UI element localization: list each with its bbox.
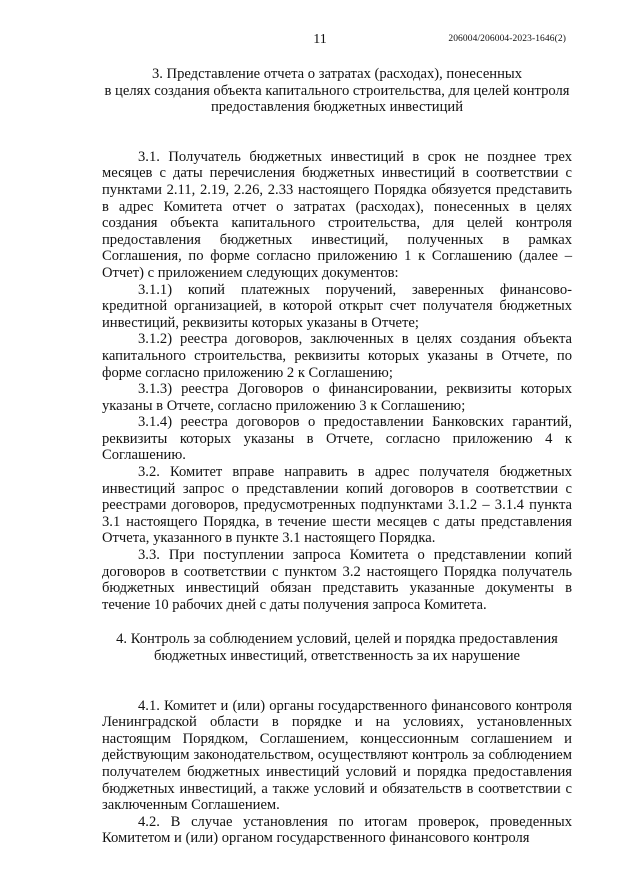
section-3-heading-line: предоставления бюджетных инвестиций [210,99,464,116]
section-3-heading [102,66,572,116]
section-3-heading-line: 3. Представление отчета о затратах (расходах), понесенных [151,66,523,82]
section-4-heading-line: 4. Контроль за соблюдением условий, целей и порядка предоставления [116,631,558,648]
paragraph-3-2: 3.2. Комитет вправе направить в адрес получателя бюджетных инвестиций запрос о представлении копий договоров в соответствии с реестрами договоров, предусмотренных подпунктами 3.1.2 – 3.1.4 пункта 3.1 настоящего Порядка, в течение шести месяцев с даты представления Отчета, указанного в пункте 3.1 настоящего Порядка. [102,464,572,547]
page-number: 11 [313,32,327,47]
paragraph-3-1-2: 3.1.2) реестра договоров, заключенных в целях создания объекта капитального строительства, реквизиты которых указаны в Отчете, по форме согласно приложению 2 к Соглашению; [102,331,572,381]
document-body [102,66,572,847]
paragraph-4-2: 4.2. В случае установления по итогам проверок, проведенных Комитетом и (или) органом государственного финансового контроля [102,813,572,847]
paragraph-3-1-3: 3.1.3) реестра Договоров о финансировании, реквизиты которых указаны в Отчете, согласно приложению 3 к Соглашению; [102,381,572,414]
section-4-heading [102,631,572,664]
document-code: 206004/206004-2023-1646(2) [448,34,566,44]
section-4-heading-line: бюджетных инвестиций, ответственность за их нарушение [153,648,521,664]
paragraph-4-1: 4.1. Комитет и (или) органы государственного финансового контроля Ленинградской области в порядке и на условиях, установленных настоящим Порядком, Соглашением, концессионным соглашением и действующим законодательством, осуществляют контроль за соблюдением получателем бюджетных инвестиций условий и порядка предоставления бюджетных инвестиций, а также условий и обязательств в соответствии с заключенным Соглашением. [102,697,572,814]
paragraph-3-3: 3.3. При поступлении запроса Комитета о представлении копий договоров в соответствии с пунктом 3.2 настоящего Порядка получатель бюджетных инвестиций обязан представить указанные документы в течение 10 рабочих дней с даты получения запроса Комитета. [102,547,572,613]
paragraph-3-1: 3.1. Получатель бюджетных инвестиций в срок не позднее трех месяцев с даты перечисления бюджетных инвестиций в соответствии с пунктами 2.11, 2.19, 2.26, 2.33 настоящего Порядка обязуется представить в адрес Комитета отчет о затратах (расходах), понесенных в целях создания объекта капитального строительства, для целей контроля предоставления бюджетных инвестиций, полученных в рамках Соглашения, по форме согласно приложению 1 к Соглашению (далее – Отчет) с приложением следующих документов: [102,148,572,281]
paragraph-3-1-1: 3.1.1) копий платежных поручений, заверенных финансово-кредитной организацией, в которой открыт счет получателя бюджетных инвестиций, реквизиты которых указаны в Отчете; [102,281,572,331]
section-3-heading-line: в целях создания объекта капитального строительства, для целей контроля [104,82,570,99]
paragraph-3-1-4: 3.1.4) реестра договоров о предоставлении Банковских гарантий, реквизиты которых указаны в Отчете, согласно приложению 4 к Соглашению. [102,414,572,464]
